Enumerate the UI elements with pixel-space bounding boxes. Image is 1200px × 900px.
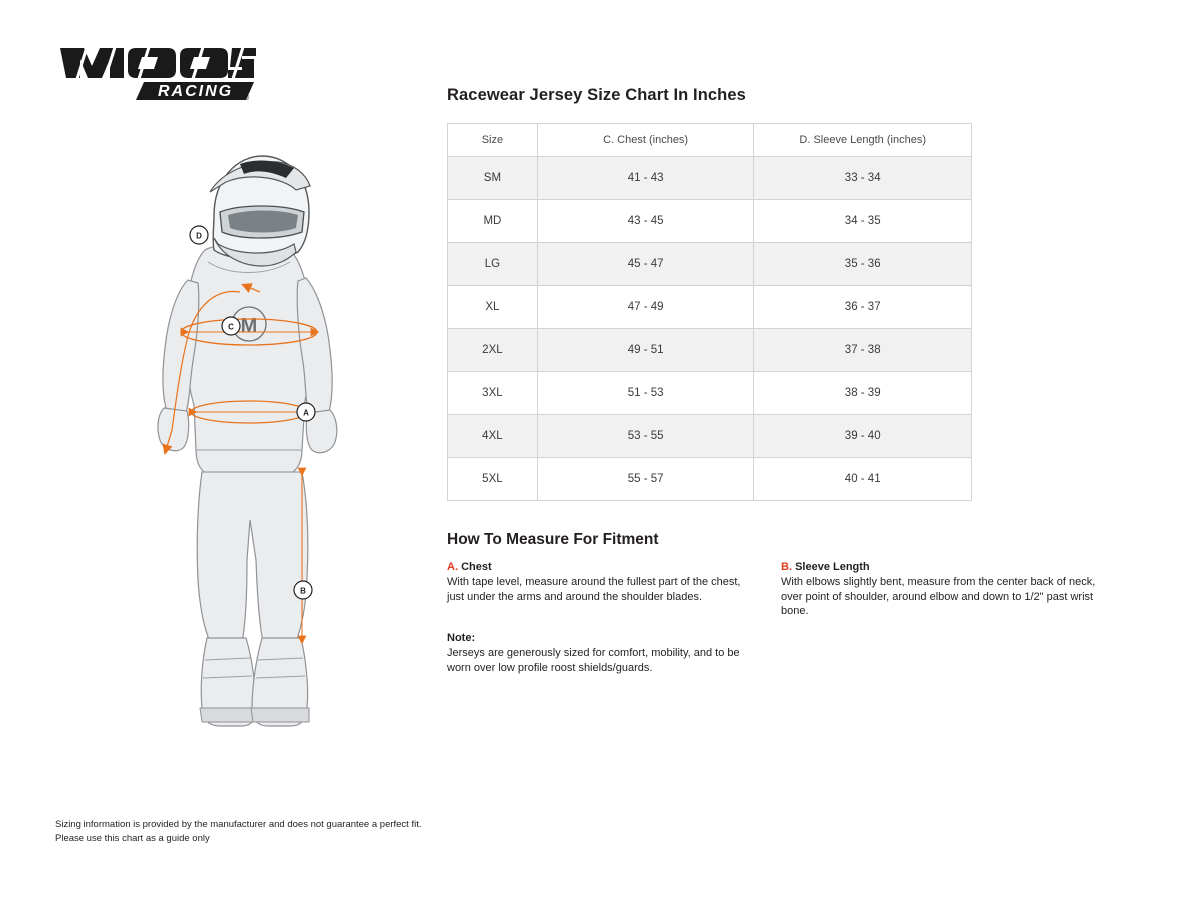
measure-chest-block bbox=[447, 561, 747, 676]
how-to-measure-section bbox=[447, 531, 1097, 676]
cell-sleeve: 36 - 37 bbox=[754, 286, 972, 329]
column-header-sleeve: D. Sleeve Length (inches) bbox=[754, 124, 972, 157]
cell-size: SM bbox=[448, 157, 538, 200]
note-title: Note: bbox=[447, 632, 476, 645]
table-row bbox=[448, 243, 972, 286]
cell-chest: 45 - 47 bbox=[537, 243, 754, 286]
rider-measurement-illustration bbox=[110, 120, 430, 740]
cell-sleeve: 38 - 39 bbox=[754, 372, 972, 415]
measure-sleeve-block bbox=[781, 561, 1097, 676]
measure-chest-heading bbox=[447, 561, 747, 573]
measure-chest-body: With tape level, measure around the fullest part of the chest, just under the arms and around the shoulder blades. bbox=[447, 576, 741, 603]
measure-chest-letter: A bbox=[447, 561, 455, 573]
svg-text:M: M bbox=[240, 315, 258, 337]
table-row bbox=[448, 157, 972, 200]
measure-sleeve-letter: B bbox=[781, 561, 789, 573]
disclaimer-line-2: Please use this chart as a guide only bbox=[55, 833, 210, 845]
column-header-chest: C. Chest (inches) bbox=[537, 124, 754, 157]
moose-racing-logo bbox=[58, 42, 258, 104]
cell-sleeve: 39 - 40 bbox=[754, 415, 972, 458]
page-title: Racewear Jersey Size Chart In Inches bbox=[447, 86, 746, 104]
callout-c: C bbox=[228, 322, 234, 332]
cell-size: XL bbox=[448, 286, 538, 329]
measure-sleeve-title: Sleeve Length bbox=[795, 561, 870, 573]
disclaimer-line-1: Sizing information is provided by the manufacturer and does not guarantee a perfect fit. bbox=[55, 819, 422, 830]
cell-sleeve: 33 - 34 bbox=[754, 157, 972, 200]
cell-chest: 55 - 57 bbox=[537, 458, 754, 501]
cell-chest: 51 - 53 bbox=[537, 372, 754, 415]
svg-text:RACING: RACING bbox=[158, 83, 234, 100]
callout-b: B bbox=[300, 586, 306, 596]
table-row bbox=[448, 329, 972, 372]
cell-size: 4XL bbox=[448, 415, 538, 458]
measure-chest-dot: . bbox=[454, 561, 459, 573]
cell-size: MD bbox=[448, 200, 538, 243]
cell-chest: 49 - 51 bbox=[537, 329, 754, 372]
disclaimer bbox=[55, 818, 495, 847]
table-row bbox=[448, 286, 972, 329]
cell-size: 2XL bbox=[448, 329, 538, 372]
size-chart-panel bbox=[447, 86, 1137, 676]
cell-sleeve: 34 - 35 bbox=[754, 200, 972, 243]
table-row bbox=[448, 200, 972, 243]
note-body: Jerseys are generously sized for comfort, mobility, and to be worn over low profile roost shields/guards. bbox=[447, 647, 740, 674]
table-row bbox=[448, 372, 972, 415]
cell-sleeve: 35 - 36 bbox=[754, 243, 972, 286]
cell-sleeve: 37 - 38 bbox=[754, 329, 972, 372]
table-header-row bbox=[448, 124, 972, 157]
callout-a: A bbox=[303, 408, 309, 418]
measure-chest-title: Chest bbox=[461, 561, 492, 573]
cell-chest: 43 - 45 bbox=[537, 200, 754, 243]
note-block bbox=[447, 632, 752, 675]
cell-sleeve: 40 - 41 bbox=[754, 458, 972, 501]
cell-size: 3XL bbox=[448, 372, 538, 415]
cell-size: LG bbox=[448, 243, 538, 286]
table-row bbox=[448, 415, 972, 458]
table-row bbox=[448, 458, 972, 501]
measure-sleeve-dot: . bbox=[788, 561, 793, 573]
cell-chest: 41 - 43 bbox=[537, 157, 754, 200]
measure-sleeve-heading bbox=[781, 561, 1097, 573]
cell-size: 5XL bbox=[448, 458, 538, 501]
cell-chest: 47 - 49 bbox=[537, 286, 754, 329]
callout-d: D bbox=[196, 231, 202, 241]
column-header-size: Size bbox=[448, 124, 538, 157]
how-to-measure-heading: How To Measure For Fitment bbox=[447, 531, 659, 548]
svg-text:®: ® bbox=[244, 95, 250, 102]
size-chart-table bbox=[447, 123, 972, 501]
measure-sleeve-body: With elbows slightly bent, measure from the center back of neck, over point of shoulder, around elbow and down to 1/2" past wrist bone. bbox=[781, 576, 1096, 618]
cell-chest: 53 - 55 bbox=[537, 415, 754, 458]
